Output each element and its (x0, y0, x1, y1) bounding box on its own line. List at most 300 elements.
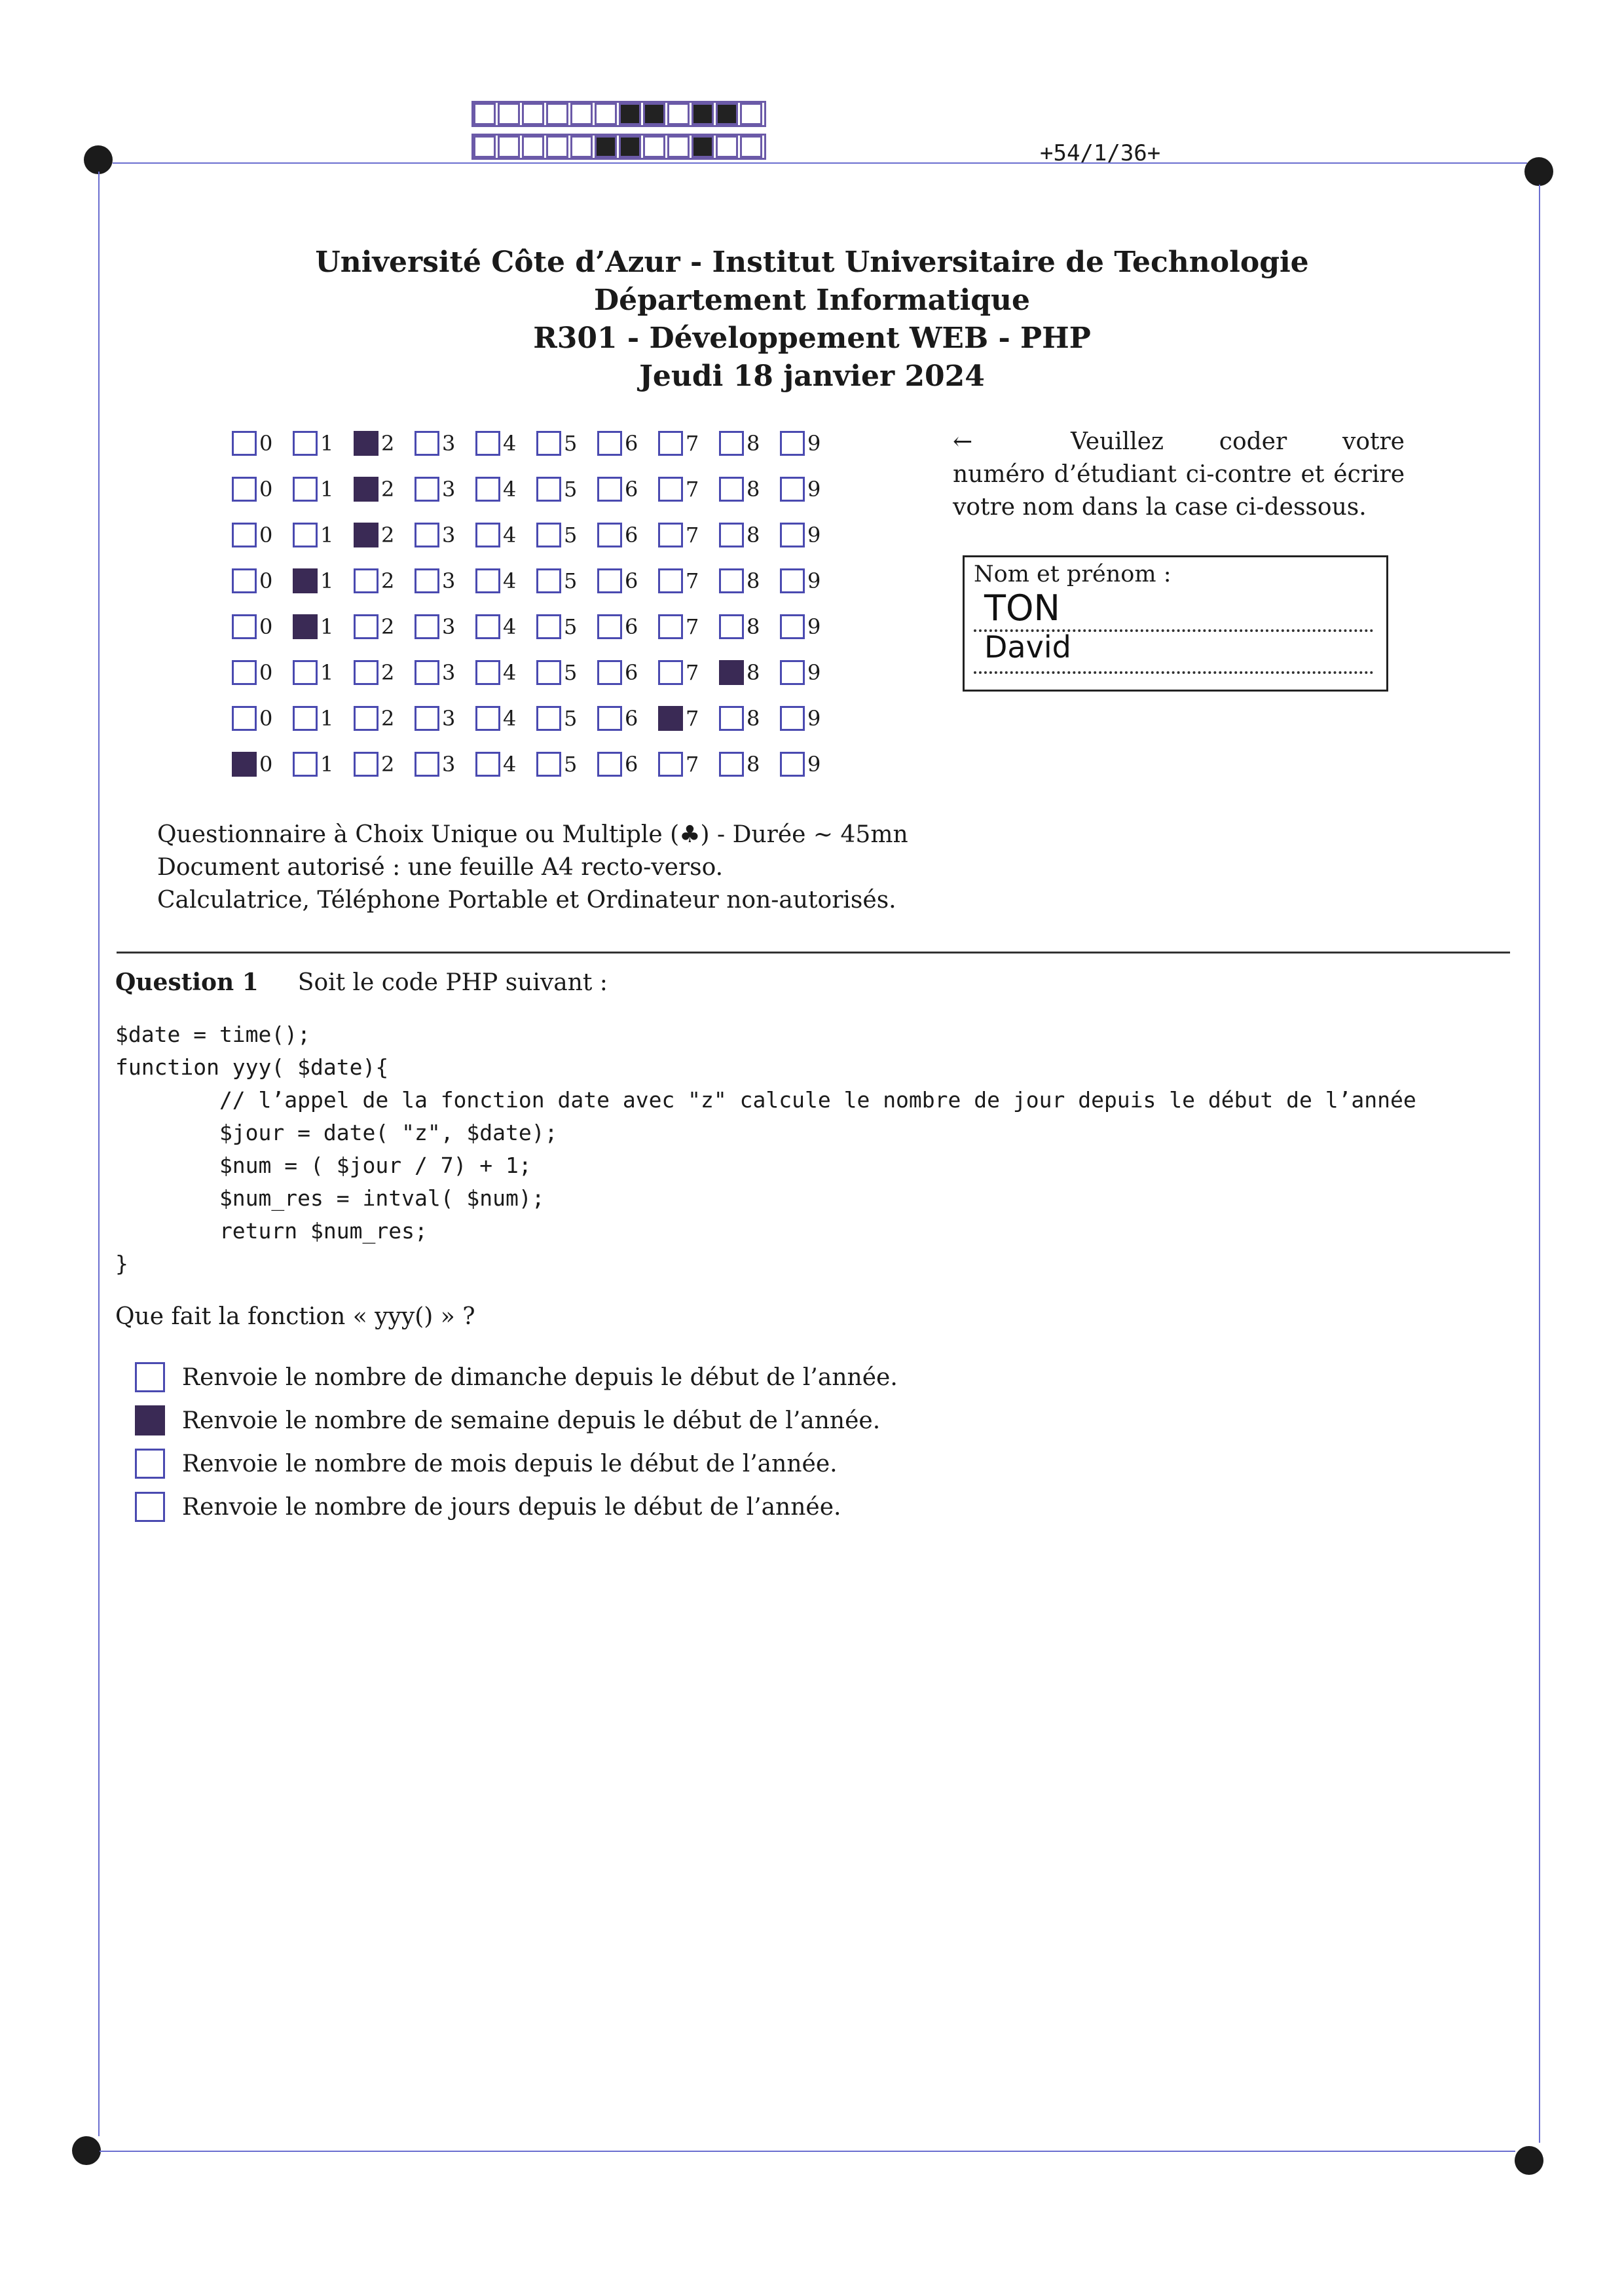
barcode-cell (643, 103, 665, 125)
digit-option (354, 660, 415, 685)
question-prompt: Que fait la fonction « yyy() » ? (115, 1303, 475, 1330)
digit-option (780, 568, 841, 593)
arrow-left-icon: ← (953, 428, 973, 455)
digit-option (780, 431, 841, 456)
digit-option (475, 523, 536, 547)
digit-option (232, 568, 293, 593)
digit-option (658, 568, 719, 593)
digit-label: 3 (442, 523, 456, 547)
frame-right (1539, 185, 1540, 2143)
digit-row (232, 558, 841, 604)
barcode-cell (498, 103, 520, 125)
header-university: Université Côte d’Azur - Institut Universitaire de Technologie (315, 246, 1309, 279)
digit-label: 3 (442, 660, 456, 685)
digit-option (293, 614, 354, 639)
barcode-cell (473, 103, 496, 125)
digit-option (597, 431, 658, 456)
digit-label: 9 (807, 614, 821, 639)
digit-option (232, 431, 293, 456)
digit-label: 8 (747, 431, 760, 456)
barcode-row-1 (471, 101, 766, 127)
digit-label: 2 (381, 706, 395, 731)
name-box[interactable] (963, 555, 1388, 692)
digit-checkbox[interactable] (232, 431, 257, 456)
digit-option (475, 477, 536, 502)
barcode-cell (667, 136, 690, 158)
digit-checkbox[interactable] (719, 706, 744, 731)
digit-checkbox[interactable] (475, 568, 500, 593)
digit-option (719, 431, 780, 456)
answer-option (135, 1485, 898, 1528)
digit-option (658, 431, 719, 456)
digit-label: 4 (503, 752, 517, 777)
digit-label: 0 (259, 706, 273, 731)
digit-label: 3 (442, 614, 456, 639)
barcode-cell (619, 136, 641, 158)
barcode-cell (522, 136, 544, 158)
barcode-cell (667, 103, 690, 125)
digit-checkbox[interactable] (597, 706, 622, 731)
digit-checkbox[interactable] (354, 752, 378, 777)
digit-option (780, 752, 841, 777)
barcode-cell (522, 103, 544, 125)
barcode-cell (595, 136, 617, 158)
digit-option (719, 614, 780, 639)
digit-label: 1 (320, 477, 334, 502)
digit-checkbox[interactable] (232, 752, 257, 777)
corner-mark-bottom-right (1515, 2146, 1543, 2175)
digit-label: 7 (686, 431, 699, 456)
digit-checkbox[interactable] (293, 706, 318, 731)
digit-checkbox[interactable] (719, 523, 744, 547)
digit-label: 5 (564, 706, 578, 731)
digit-label: 6 (625, 706, 638, 731)
answer-checkbox[interactable] (135, 1405, 165, 1435)
digit-row (232, 695, 841, 741)
barcode-cell (570, 136, 593, 158)
sheet-id: +54/1/36+ (1040, 140, 1161, 166)
digit-checkbox[interactable] (780, 752, 805, 777)
digit-checkbox[interactable] (536, 568, 561, 593)
digit-option (415, 477, 475, 502)
digit-option (232, 660, 293, 685)
digit-checkbox[interactable] (597, 523, 622, 547)
digit-label: 9 (807, 752, 821, 777)
exam-rules (157, 819, 908, 917)
barcode-cell (570, 103, 593, 125)
digit-checkbox[interactable] (232, 568, 257, 593)
handwritten-last-name: TON (984, 587, 1060, 629)
digit-checkbox[interactable] (232, 523, 257, 547)
digit-checkbox[interactable] (780, 660, 805, 685)
digit-option (536, 660, 597, 685)
digit-checkbox[interactable] (536, 752, 561, 777)
separator (117, 952, 1510, 954)
answer-text: Renvoie le nombre de semaine depuis le début de l’année. (182, 1407, 881, 1434)
digit-option (293, 706, 354, 731)
digit-option (475, 431, 536, 456)
digit-checkbox[interactable] (475, 523, 500, 547)
digit-label: 1 (320, 568, 334, 593)
answer-checkbox[interactable] (135, 1449, 165, 1479)
digit-label: 4 (503, 431, 517, 456)
digit-checkbox[interactable] (475, 431, 500, 456)
digit-option (415, 752, 475, 777)
digit-label: 3 (442, 477, 456, 502)
digit-checkbox[interactable] (293, 568, 318, 593)
digit-option (415, 706, 475, 731)
digit-label: 6 (625, 660, 638, 685)
digit-option (780, 477, 841, 502)
digit-checkbox[interactable] (475, 752, 500, 777)
digit-label: 5 (564, 660, 578, 685)
digit-checkbox[interactable] (780, 523, 805, 547)
barcode-cell (498, 136, 520, 158)
digit-option (536, 431, 597, 456)
digit-label: 8 (747, 660, 760, 685)
barcode-cell (546, 136, 568, 158)
digit-option (232, 706, 293, 731)
digit-label: 2 (381, 614, 395, 639)
rule-documents: Document autorisé : une feuille A4 recto-verso. (157, 854, 724, 881)
frame-bottom (100, 2151, 1515, 2152)
digit-label: 7 (686, 568, 699, 593)
digit-checkbox[interactable] (232, 477, 257, 502)
digit-checkbox[interactable] (415, 752, 439, 777)
digit-checkbox[interactable] (719, 752, 744, 777)
digit-label: 1 (320, 523, 334, 547)
digit-checkbox[interactable] (415, 660, 439, 685)
digit-label: 9 (807, 477, 821, 502)
digit-checkbox[interactable] (415, 614, 439, 639)
digit-option (780, 614, 841, 639)
digit-option (780, 523, 841, 547)
digit-option (780, 660, 841, 685)
digit-label: 0 (259, 614, 273, 639)
digit-checkbox[interactable] (719, 614, 744, 639)
digit-label: 2 (381, 660, 395, 685)
digit-label: 1 (320, 706, 334, 731)
digit-label: 2 (381, 752, 395, 777)
digit-option (354, 431, 415, 456)
barcode-cell (740, 103, 762, 125)
digit-option (293, 660, 354, 685)
digit-option (658, 477, 719, 502)
barcode-cell (595, 103, 617, 125)
digit-option (536, 477, 597, 502)
digit-checkbox[interactable] (475, 477, 500, 502)
digit-option (415, 431, 475, 456)
digit-checkbox[interactable] (536, 431, 561, 456)
digit-checkbox[interactable] (658, 706, 683, 731)
digit-option (658, 523, 719, 547)
digit-label: 8 (747, 706, 760, 731)
digit-option (415, 614, 475, 639)
digit-row (232, 604, 841, 650)
digit-checkbox[interactable] (415, 706, 439, 731)
digit-option (232, 614, 293, 639)
digit-checkbox[interactable] (354, 660, 378, 685)
header-department: Département Informatique (594, 284, 1030, 317)
digit-label: 6 (625, 431, 638, 456)
digit-label: 8 (747, 568, 760, 593)
answer-checkbox[interactable] (135, 1492, 165, 1522)
digit-option (354, 523, 415, 547)
digit-checkbox[interactable] (719, 568, 744, 593)
digit-option (232, 477, 293, 502)
digit-option (536, 614, 597, 639)
digit-label: 8 (747, 523, 760, 547)
digit-checkbox[interactable] (597, 431, 622, 456)
digit-label: 9 (807, 660, 821, 685)
digit-checkbox[interactable] (475, 614, 500, 639)
digit-label: 0 (259, 523, 273, 547)
digit-option (415, 523, 475, 547)
digit-checkbox[interactable] (719, 660, 744, 685)
digit-option (475, 706, 536, 731)
digit-label: 6 (625, 568, 638, 593)
digit-option (536, 523, 597, 547)
digit-label: 5 (564, 523, 578, 547)
digit-label: 2 (381, 431, 395, 456)
digit-row (232, 741, 841, 787)
digit-option (354, 568, 415, 593)
answer-checkbox[interactable] (135, 1362, 165, 1392)
digit-label: 7 (686, 660, 699, 685)
barcode-cell (692, 103, 714, 125)
barcode-cell (473, 136, 496, 158)
digit-label: 8 (747, 614, 760, 639)
answer-list (135, 1356, 898, 1528)
digit-checkbox[interactable] (293, 431, 318, 456)
digit-option (293, 568, 354, 593)
digit-label: 4 (503, 568, 517, 593)
question-intro: Soit le code PHP suivant : (297, 969, 608, 996)
digit-checkbox[interactable] (293, 614, 318, 639)
frame-left (98, 172, 100, 2136)
digit-checkbox[interactable] (658, 568, 683, 593)
digit-checkbox[interactable] (658, 477, 683, 502)
digit-option (293, 523, 354, 547)
digit-checkbox[interactable] (232, 660, 257, 685)
digit-label: 9 (807, 568, 821, 593)
digit-checkbox[interactable] (719, 477, 744, 502)
digit-checkbox[interactable] (536, 523, 561, 547)
digit-checkbox[interactable] (354, 614, 378, 639)
digit-checkbox[interactable] (780, 568, 805, 593)
digit-checkbox[interactable] (354, 568, 378, 593)
digit-checkbox[interactable] (597, 752, 622, 777)
digit-label: 8 (747, 752, 760, 777)
digit-checkbox[interactable] (536, 706, 561, 731)
corner-mark-top-right (1524, 157, 1553, 186)
digit-label: 3 (442, 706, 456, 731)
digit-row (232, 512, 841, 558)
barcode-row-2 (471, 134, 766, 160)
digit-checkbox[interactable] (658, 614, 683, 639)
name-box-label: Nom et prénom : (974, 561, 1172, 587)
digit-label: 1 (320, 752, 334, 777)
digit-label: 5 (564, 614, 578, 639)
digit-checkbox[interactable] (232, 706, 257, 731)
rule-duration: Questionnaire à Choix Unique ou Multiple (♣) - Durée ∼ 45mn (157, 821, 908, 848)
digit-label: 6 (625, 477, 638, 502)
question-heading (115, 964, 608, 1001)
barcode-cell (546, 103, 568, 125)
digit-option (597, 706, 658, 731)
digit-checkbox[interactable] (354, 477, 378, 502)
digit-option (597, 568, 658, 593)
digit-option (658, 660, 719, 685)
digit-option (232, 523, 293, 547)
barcode-cell (716, 136, 738, 158)
digit-label: 7 (686, 477, 699, 502)
digit-option (354, 614, 415, 639)
digit-option (780, 706, 841, 731)
digit-checkbox[interactable] (293, 752, 318, 777)
digit-checkbox[interactable] (536, 477, 561, 502)
digit-row (232, 650, 841, 695)
digit-checkbox[interactable] (415, 523, 439, 547)
answer-text: Renvoie le nombre de mois depuis le début de l’année. (182, 1450, 838, 1477)
digit-option (719, 752, 780, 777)
digit-checkbox[interactable] (780, 706, 805, 731)
digit-option (597, 614, 658, 639)
digit-option (536, 706, 597, 731)
digit-option (719, 706, 780, 731)
digit-checkbox[interactable] (293, 660, 318, 685)
answer-text: Renvoie le nombre de jours depuis le début de l’année. (182, 1493, 841, 1521)
digit-checkbox[interactable] (475, 660, 500, 685)
digit-checkbox[interactable] (658, 660, 683, 685)
handwritten-first-name: David (984, 629, 1071, 665)
digit-label: 2 (381, 568, 395, 593)
digit-label: 3 (442, 568, 456, 593)
digit-option (354, 752, 415, 777)
digit-option (475, 568, 536, 593)
digit-checkbox[interactable] (597, 660, 622, 685)
digit-option (475, 752, 536, 777)
answer-option (135, 1356, 898, 1399)
digit-option (719, 477, 780, 502)
digit-option (658, 706, 719, 731)
digit-label: 2 (381, 477, 395, 502)
digit-label: 7 (686, 752, 699, 777)
digit-option (415, 568, 475, 593)
answer-option (135, 1399, 898, 1442)
digit-checkbox[interactable] (658, 431, 683, 456)
digit-checkbox[interactable] (232, 614, 257, 639)
digit-label: 7 (686, 614, 699, 639)
digit-checkbox[interactable] (719, 431, 744, 456)
digit-option (536, 568, 597, 593)
digit-label: 7 (686, 523, 699, 547)
digit-checkbox[interactable] (354, 706, 378, 731)
answer-text: Renvoie le nombre de dimanche depuis le début de l’année. (182, 1363, 898, 1391)
digit-option (293, 752, 354, 777)
digit-checkbox[interactable] (597, 568, 622, 593)
digit-label: 6 (625, 523, 638, 547)
digit-option (597, 752, 658, 777)
instructions (953, 426, 1405, 524)
digit-checkbox[interactable] (597, 614, 622, 639)
digit-option (597, 660, 658, 685)
digit-label: 5 (564, 477, 578, 502)
frame-top (113, 162, 1527, 164)
name-line-2 (974, 671, 1373, 674)
digit-option (536, 752, 597, 777)
question-number: Question 1 (115, 969, 259, 996)
corner-mark-bottom-left (72, 2136, 101, 2165)
digit-checkbox[interactable] (415, 568, 439, 593)
digit-checkbox[interactable] (354, 431, 378, 456)
instructions-text: Veuillez coder votre numéro d’étudiant ci-contre et écrire votre nom dans la case ci-dessous. (953, 428, 1405, 521)
digit-checkbox[interactable] (780, 614, 805, 639)
digit-option (658, 752, 719, 777)
code-block: $date = time(); function yyy( $date){ // l’appel de la fonction date avec "z" calcule le nombre de jour depuis le début de l’année $jour = date( "z", $date); $num = ( $jour / 7) + 1; $num_res = intval( $num); return $num_res; } (115, 1022, 1416, 1276)
digit-label: 1 (320, 431, 334, 456)
digit-checkbox[interactable] (780, 431, 805, 456)
digit-checkbox[interactable] (415, 477, 439, 502)
digit-label: 0 (259, 477, 273, 502)
digit-checkbox[interactable] (293, 523, 318, 547)
digit-checkbox[interactable] (658, 752, 683, 777)
digit-option (354, 706, 415, 731)
student-number-grid (232, 420, 841, 787)
digit-checkbox[interactable] (293, 477, 318, 502)
barcode-cell (619, 103, 641, 125)
digit-row (232, 466, 841, 512)
digit-option (293, 431, 354, 456)
digit-label: 9 (807, 706, 821, 731)
digit-option (475, 614, 536, 639)
digit-checkbox[interactable] (354, 523, 378, 547)
digit-option (719, 660, 780, 685)
rule-devices: Calculatrice, Téléphone Portable et Ordinateur non-autorisés. (157, 887, 896, 914)
digit-label: 5 (564, 568, 578, 593)
digit-option (719, 523, 780, 547)
barcode-cell (716, 103, 738, 125)
digit-label: 0 (259, 431, 273, 456)
digit-label: 4 (503, 614, 517, 639)
digit-label: 4 (503, 477, 517, 502)
barcode-cell (692, 136, 714, 158)
digit-label: 4 (503, 706, 517, 731)
digit-option (719, 568, 780, 593)
digit-checkbox[interactable] (536, 660, 561, 685)
digit-option (597, 477, 658, 502)
digit-label: 4 (503, 660, 517, 685)
digit-option (232, 752, 293, 777)
header-date: Jeudi 18 janvier 2024 (639, 360, 985, 393)
barcode-cell (740, 136, 762, 158)
digit-checkbox[interactable] (536, 614, 561, 639)
digit-checkbox[interactable] (658, 523, 683, 547)
digit-label: 8 (747, 477, 760, 502)
digit-row (232, 420, 841, 466)
digit-label: 6 (625, 614, 638, 639)
digit-label: 9 (807, 523, 821, 547)
digit-label: 1 (320, 660, 334, 685)
corner-mark-top-left (84, 145, 113, 174)
digit-label: 7 (686, 706, 699, 731)
digit-option (293, 477, 354, 502)
digit-checkbox[interactable] (415, 431, 439, 456)
digit-checkbox[interactable] (475, 706, 500, 731)
digit-option (475, 660, 536, 685)
digit-checkbox[interactable] (597, 477, 622, 502)
digit-checkbox[interactable] (780, 477, 805, 502)
